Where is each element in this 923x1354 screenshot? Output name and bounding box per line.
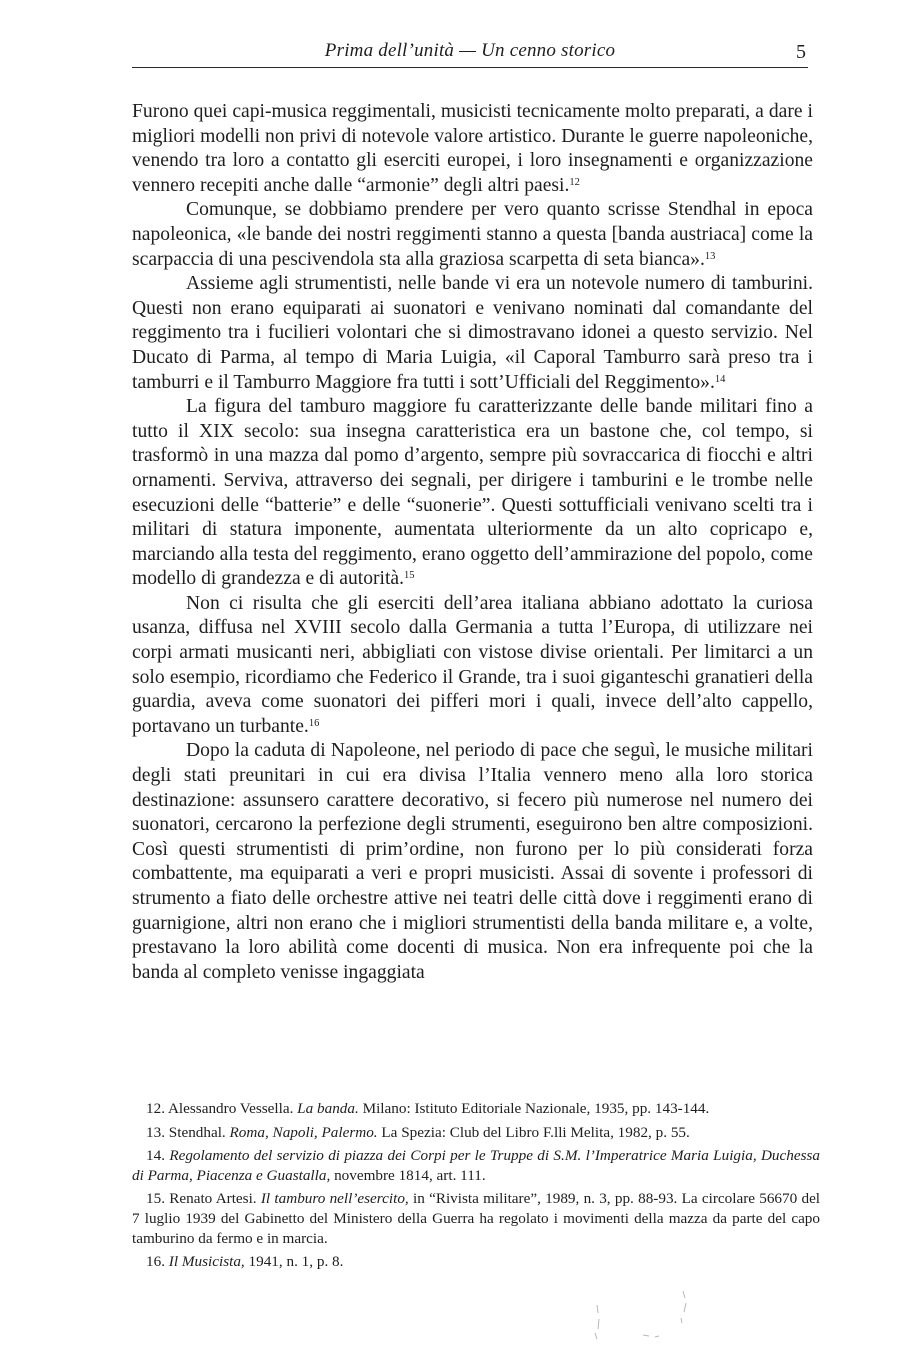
footnote-ref: 14 <box>714 373 726 385</box>
footnote <box>132 1146 820 1185</box>
running-header <box>132 40 808 68</box>
footnote-ref: 12 <box>569 176 580 188</box>
paragraph-text: Furono quei capi-musica reggimentali, musicisti tecnicamente molto preparati, a dare i migliori modelli non privi di notevole valore artistico. Durante le guerre napoleoniche, venendo tra loro a contatto gli eserciti europei, i loro insegnamenti e organizzazione vennero recepiti anche dalle “armonie” degli altri paesi. <box>132 101 813 196</box>
footnote-rest: novembre 1814, art. 111. <box>334 1166 486 1184</box>
footnote-title: Il tamburo nell’esercito, <box>260 1190 409 1208</box>
body-text <box>132 100 813 985</box>
page-number: 5 <box>796 41 806 63</box>
footnote-rest: 1941, n. 1, p. 8. <box>248 1253 344 1271</box>
paragraph <box>132 592 813 740</box>
footnote-ref: 15 <box>404 570 415 582</box>
paragraph-text: Assieme agli strumentisti, nelle bande vi era un notevole numero di tamburini. Questi non erano equiparati ai suonatori e venivano nominati dal comandante del reggimento tra i fucilieri volontari che si dimostravano idonei a questo servizio. Nel Ducato di Parma, al tempo di Maria Luigia, «il Caporal Tamburro sarà preso tra i tamburri e il Tamburro Maggiore fra tutti i sott’Ufficiali del Reggimento». <box>132 273 813 393</box>
footnote-number: 12. <box>146 1100 165 1117</box>
footnote <box>132 1099 820 1119</box>
paragraph-text: Comunque, se dobbiamo prendere per vero quanto scrisse Stendhal in epoca napoleonica, «le bande dei nostri reggimenti stanno a questa [banda austriaca] come la scarpaccia di una pescivendola sta alla graziosa scarpetta di seta bianca». <box>132 199 813 270</box>
paragraph <box>132 272 813 395</box>
paragraph-text: La figura del tamburo maggiore fu caratterizzante delle bande militari fino a tutto il XIX secolo: sua insegna caratteristica era un bastone che, col tempo, si trasformò in una mazza dal pomo d’argento, sempre più sovraccarica di fiocchi e altri ornamenti. Serviva, attraverso dei segnali, per dirigere i tamburini e le trombe nelle esecuzioni delle “batterie” e delle “suonerie”. Questi sottufficiali venivano scelti tra i militari di statura imponente, aumentata ulteriormente da un alto copricapo e, marciando alla testa del reggimento, erano oggetto dell’ammirazione del popolo, come modello di grandezza e di autorità. <box>132 396 813 590</box>
footnote-ref: 13 <box>704 250 716 262</box>
paragraph-text: Dopo la caduta di Napoleone, nel periodo di pace che seguì, le musiche militari degli stati preunitari in cui era divisa l’Italia vennero meno alla loro storica destinazione: assunsero carattere decorativo, si fecero più numerose nel numero dei suonatori, cercarono la perfezione degli strumenti, eseguirono ben altre composizioni. Così questi strumentisti di prim’ordine, non furono per lo più considerati forza combattente, ma equiparati a veri e propri musicisti. Assai di sovente i professori di strumento a fiato delle orchestre attive nei teatri delle città dove i reggimenti erano di guarnigione, altri non erano che i migliori strumentisti della banda militare e, a volte, prestavano la loro abilità come docenti di musica. Non era infrequente poi che la banda al completo venisse ingaggiata <box>132 740 813 983</box>
scan-specks <box>585 1285 705 1345</box>
footnote <box>132 1189 820 1248</box>
footnote-title: Roma, Napoli, Palermo. <box>229 1123 378 1141</box>
paragraph <box>132 395 813 592</box>
footnote-number: 15. <box>146 1190 165 1208</box>
footnote-number: 14. <box>146 1147 165 1165</box>
footnote-author: Renato Artesi. <box>169 1190 257 1208</box>
paragraph <box>132 739 813 985</box>
footnote <box>132 1252 820 1272</box>
footnote-title: La banda. <box>297 1100 359 1117</box>
footnote-rest: in “Rivista militare”, 1989, n. 3, pp. 88-93. La circolare 56670 del 7 luglio 1939 del Gabinetto del Ministero della Guerra ha regolato i movimenti della mazza da parte del capo tamburino da fermo e in marcia. <box>132 1190 821 1247</box>
footnote-rest: Milano: Istituto Editoriale Nazionale, 1935, pp. 143-144. <box>362 1100 710 1117</box>
footnote-author: Stendhal. <box>168 1123 226 1141</box>
paragraph <box>132 100 813 198</box>
footnote-number: 16. <box>146 1253 165 1271</box>
footnote-rest: La Spezia: Club del Libro F.lli Melita, 1982, p. 55. <box>381 1123 690 1141</box>
footnote-author: Alessandro Vessella. <box>167 1100 294 1117</box>
footnote-ref: 16 <box>308 717 320 729</box>
running-title: Prima dell’unità — Un cenno storico <box>324 40 616 61</box>
footnote <box>132 1123 820 1143</box>
footnote-title: Regolamento del servizio di piazza dei Corpi per le Truppe di S.M. l’Imperatrice Maria Luigia, Duchessa di Parma, Piacenza e Guastalla, <box>132 1147 821 1184</box>
footnote-title: Il Musicista, <box>168 1253 245 1271</box>
paragraph <box>132 198 813 272</box>
footnotes <box>132 1099 820 1276</box>
footnote-number: 13. <box>146 1123 165 1141</box>
paragraph-text: Non ci risulta che gli eserciti dell’area italiana abbiano adottato la curiosa usanza, diffusa nel XVIII secolo dalla Germania a tutta l’Europa, di utilizzare nei corpi armati musicanti neri, abbigliati con vistose divise orientali. Per limitarci a un solo esempio, ricordiamo che Federico il Grande, tra i suoi giganteschi granatieri della guardia, aveva come suonatori dei pifferi mori i quali, invece dell’alto cappello, portavano un turbante. <box>132 592 813 737</box>
